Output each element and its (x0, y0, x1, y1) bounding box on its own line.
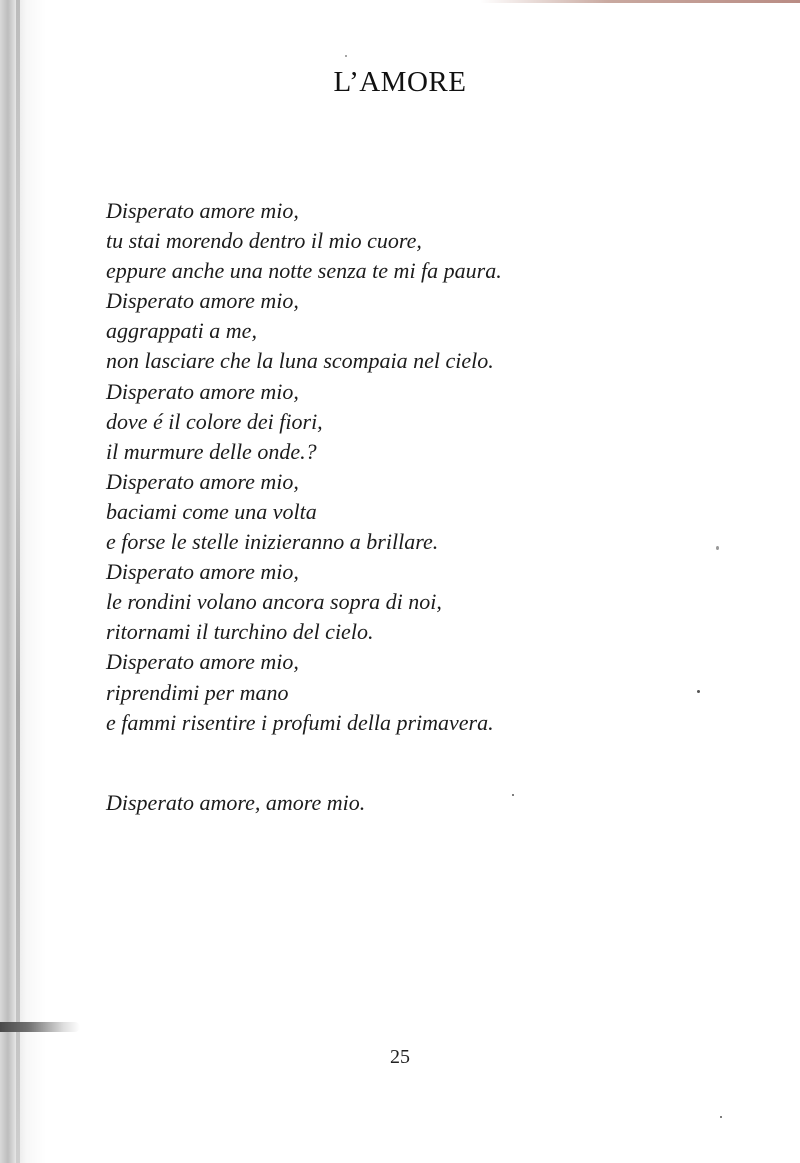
page-number: 25 (390, 1046, 410, 1068)
poem-line: tu stai morendo dentro il mio cuore, (106, 228, 422, 254)
poem-line: e fammi risentire i profumi della primavera. (106, 709, 494, 735)
poem-line: e forse le stelle inizieranno a brillare. (106, 529, 439, 555)
poem-final-line: Disperato amore, amore mio. (106, 790, 366, 815)
poem-line: aggrappati a me, (106, 318, 257, 344)
poem-line: non lasciare che la luna scompaia nel cielo. (106, 348, 494, 374)
poem-title: L’AMORE (333, 66, 467, 98)
poem-line: le rondini volano ancora sopra di noi, (106, 589, 442, 615)
poem-body (106, 196, 746, 738)
scan-speck (512, 794, 514, 796)
poem-line: riprendimi per mano (106, 679, 289, 705)
scan-speck (697, 690, 700, 693)
page-top-edge (480, 0, 800, 3)
poem-line: Disperato amore mio, (106, 378, 299, 404)
page-gutter-shadow (0, 0, 46, 1163)
poem-line: baciami come una volta (106, 498, 317, 524)
poem-line: Disperato amore mio, (106, 649, 299, 675)
poem-line: Disperato amore mio, (106, 198, 299, 223)
poem-line: il murmure delle onde.? (106, 438, 317, 464)
poem-line: Disperato amore mio, (106, 559, 299, 585)
page-binding-line (16, 0, 20, 1163)
scan-speck (716, 546, 719, 550)
scan-speck (345, 55, 347, 57)
poem-line: eppure anche una notte senza te mi fa paura. (106, 258, 502, 284)
scan-binding-mark (0, 1022, 80, 1032)
poem-line: Disperato amore mio, (106, 468, 299, 494)
scan-speck (720, 1116, 722, 1118)
poem-line: dove é il colore dei fiori, (106, 408, 323, 434)
poem-line: Disperato amore mio, (106, 288, 299, 314)
poem-line: ritornami il turchino del cielo. (106, 619, 374, 645)
